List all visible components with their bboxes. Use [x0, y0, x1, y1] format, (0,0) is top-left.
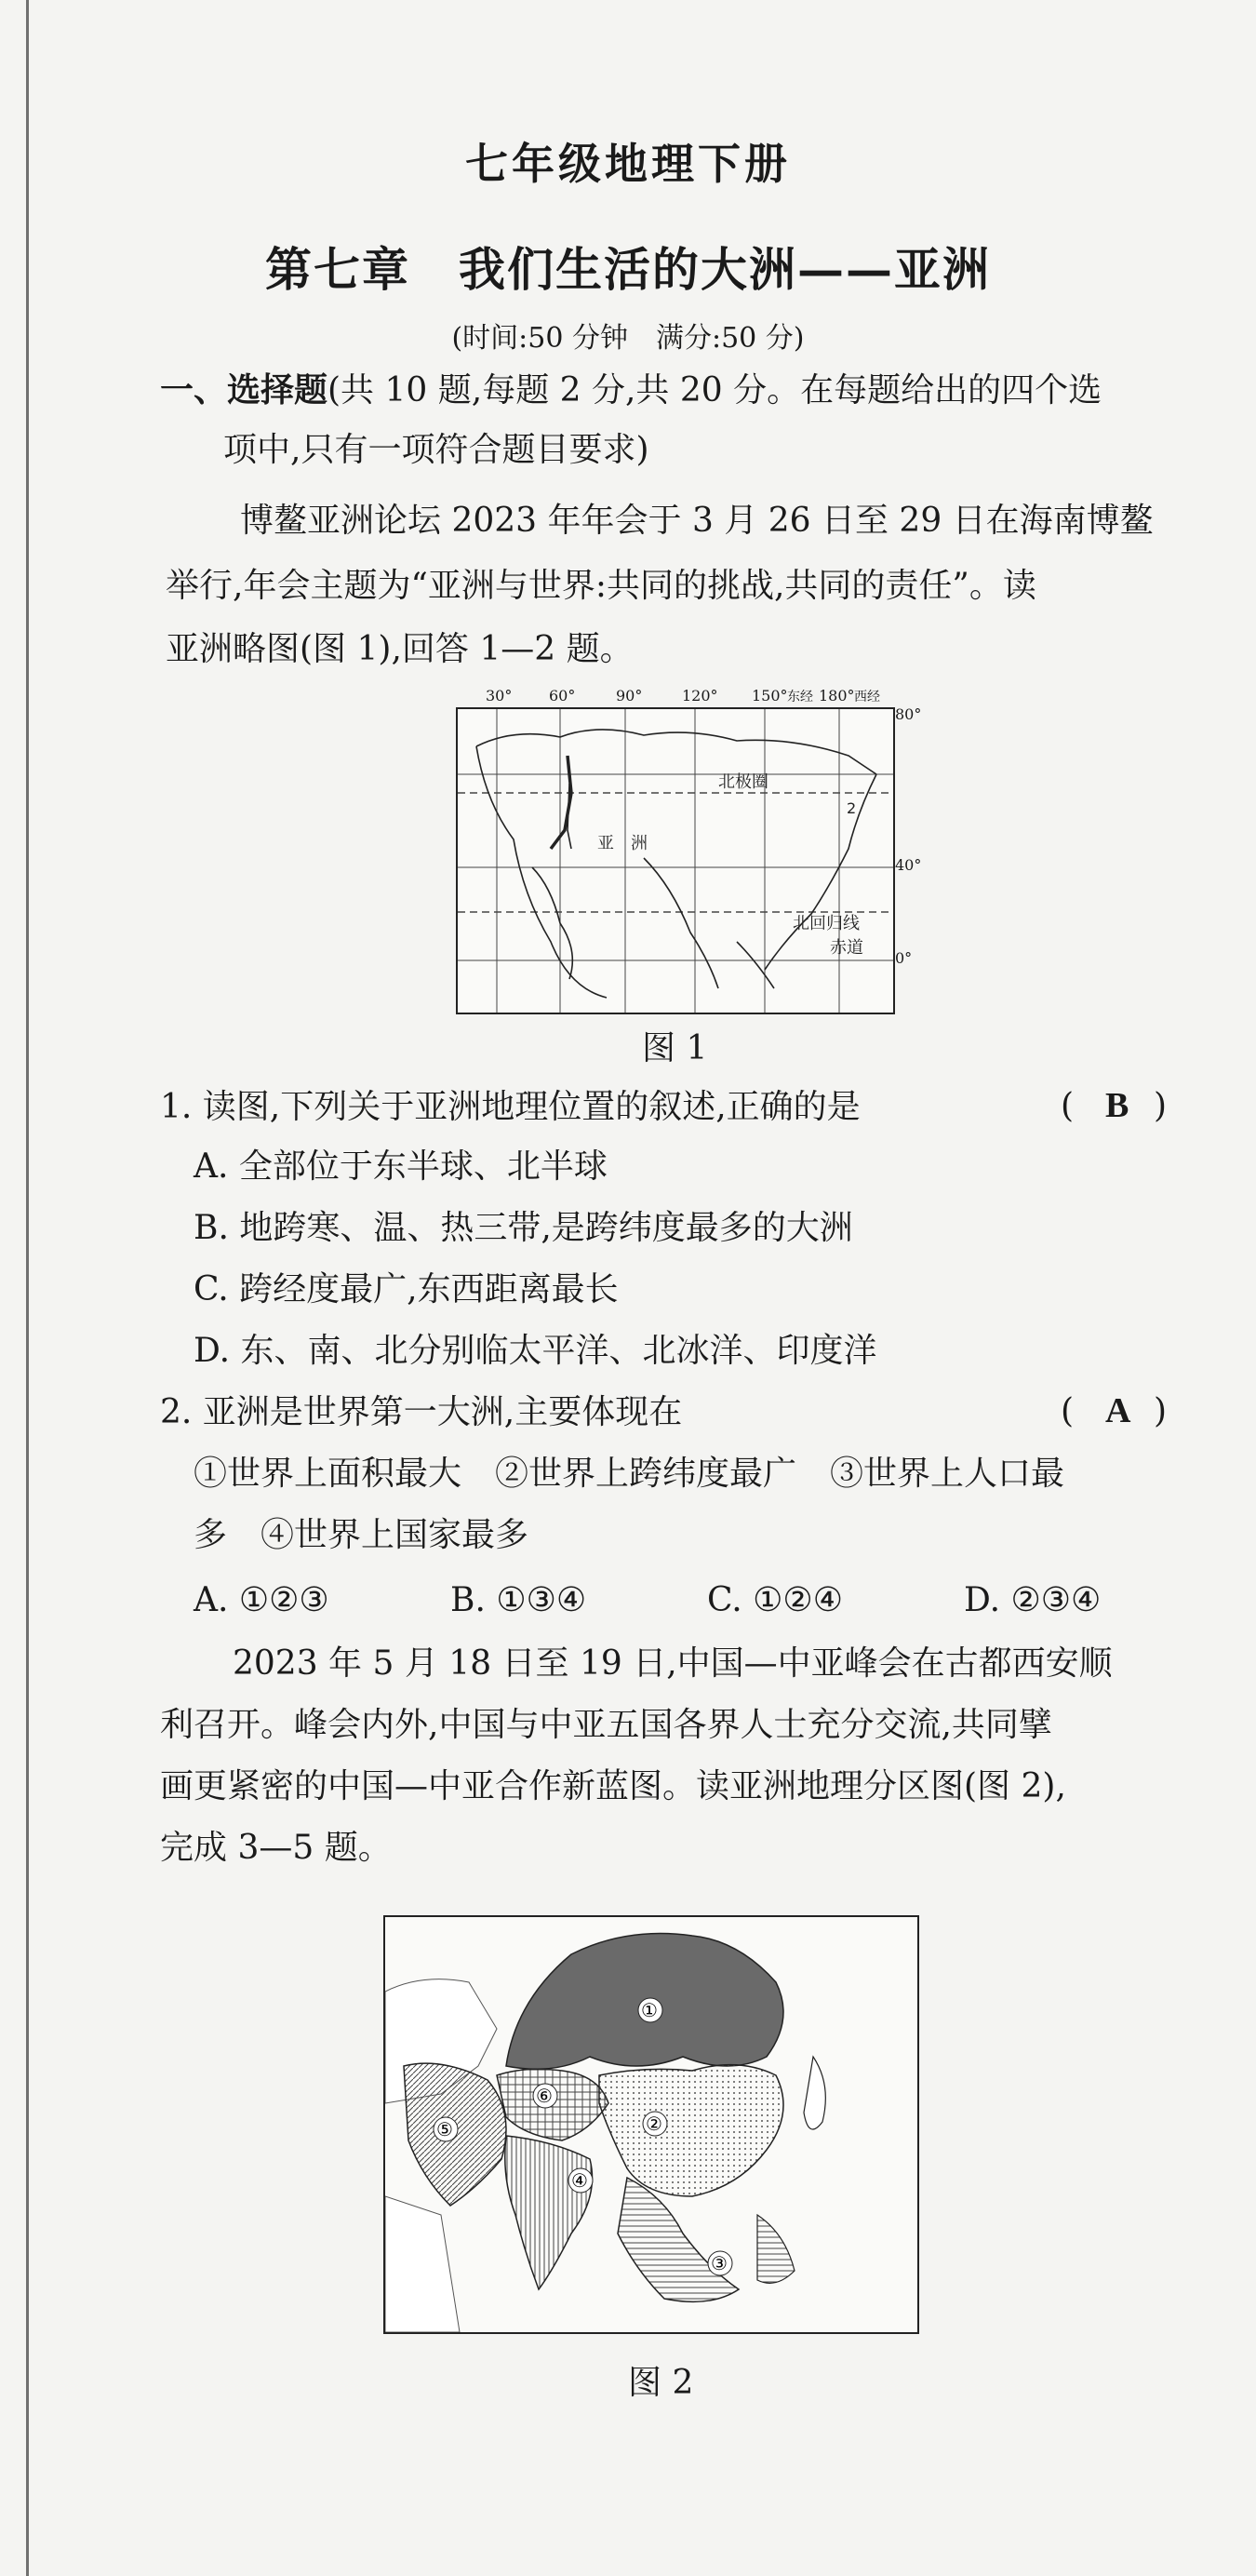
q2-items-line2: 多 ④世界上国家最多 [194, 1516, 529, 1554]
figure2-caption: 图 2 [628, 2364, 694, 2402]
section-desc-1: (共 10 题,每题 2 分,共 20 分。在每题给出的四个选 [327, 371, 1102, 409]
fig1-tick-180: 180° [819, 687, 855, 704]
region-label-4: ④ [571, 2169, 588, 2192]
section-heading: 一、选择题 [160, 370, 328, 409]
q1-option-d: D. 东、南、北分别临太平洋、北冰洋、印度洋 [194, 1332, 877, 1370]
q1-stem: 1. 读图,下列关于亚洲地理位置的叙述,正确的是 [160, 1088, 861, 1126]
q2-option-a: A. ①②③ [194, 1581, 329, 1619]
fig1-tick-60: 60° [549, 687, 576, 704]
exam-info: (时间:50 分钟 满分:50 分) [451, 322, 805, 355]
passage2-line2: 利召开。峰会内外,中国与中亚五国各界人士充分交流,共同擘 [160, 1706, 1052, 1744]
region-label-3: ③ [711, 2252, 728, 2274]
passage2-line4: 完成 3—5 题。 [160, 1829, 392, 1867]
q2-items-line1: ①世界上面积最大 ②世界上跨纬度最广 ③世界上人口最 [194, 1455, 1065, 1493]
passage2-line1: 2023 年 5 月 18 日至 19 日,中国—中亚峰会在古都西安顺 [233, 1644, 1113, 1683]
label-equator: 赤道 [830, 938, 863, 958]
fig1-tick-90: 90° [616, 687, 643, 704]
q2-option-c: C. ①②④ [707, 1581, 843, 1619]
region-label-1: ① [641, 1999, 658, 2021]
q1-option-a: A. 全部位于东半球、北半球 [194, 1147, 608, 1186]
q2-paren-close: ) [1154, 1392, 1168, 1430]
region-label-6: ⑥ [536, 2085, 553, 2107]
q1-paren-close: ) [1154, 1087, 1168, 1125]
label-continent: 亚 洲 [597, 834, 648, 853]
q2-stem: 2. 亚洲是世界第一大洲,主要体现在 [160, 1393, 683, 1431]
q2-option-d: D. ②③④ [964, 1581, 1102, 1619]
passage1-line2: 举行,年会主题为“亚洲与世界:共同的挑战,共同的责任”。读 [166, 567, 1036, 605]
region-east-asia [599, 2065, 783, 2196]
q1-paren-open: ( [1061, 1087, 1075, 1125]
page-edge [26, 0, 29, 2576]
section-desc-2: 项中,只有一项符合题目要求) [223, 431, 649, 469]
asia-regions-map [385, 1917, 917, 2332]
passage1-line1: 博鳌亚洲论坛 2023 年年会于 3 月 26 日至 29 日在海南博鳌 [240, 502, 1154, 540]
q1-option-b: B. 地跨寒、温、热三带,是跨纬度最多的大洲 [194, 1209, 853, 1247]
fig1-tick-40: 40° [895, 856, 922, 874]
fig1-tick-30: 30° [486, 687, 513, 704]
asia-outline-map [458, 709, 893, 1013]
q1-answer: B [1105, 1086, 1129, 1125]
fig1-tick-120: 120° [682, 687, 718, 704]
figure1-caption: 图 1 [642, 1029, 708, 1067]
fig1-tick-west: 西经 [854, 690, 880, 704]
label-arctic-circle: 北极圈 [718, 772, 768, 792]
region-label-2: ② [646, 2113, 662, 2135]
q2-option-b: B. ①③④ [450, 1581, 587, 1619]
fig1-tick-80: 80° [895, 705, 922, 723]
passage1-line3: 亚洲略图(图 1),回答 1—2 题。 [166, 630, 634, 668]
figure1-map [456, 707, 895, 1014]
fig1-tick-east: 东经 [787, 690, 813, 704]
fig1-tick-0: 0° [895, 949, 913, 967]
fig1-tick-150: 150° [752, 687, 788, 704]
region-label-5: ⑤ [436, 2118, 453, 2140]
passage2-line3: 画更紧密的中国—中亚合作新蓝图。读亚洲地理分区图(图 2), [160, 1767, 1066, 1805]
figure2-map [383, 1915, 919, 2334]
svg-text:2: 2 [847, 799, 857, 817]
q2-paren-open: ( [1061, 1392, 1075, 1430]
region-south-asia [505, 2136, 593, 2289]
chapter-title: 第七章 我们生活的大洲——亚洲 [265, 242, 991, 297]
grade-title: 七年级地理下册 [465, 139, 791, 189]
q2-answer: A [1105, 1391, 1131, 1430]
q1-option-c: C. 跨经度最广,东西距离最长 [194, 1270, 619, 1308]
section-heading-line [160, 370, 1102, 410]
label-tropic: 北回归线 [793, 914, 860, 933]
